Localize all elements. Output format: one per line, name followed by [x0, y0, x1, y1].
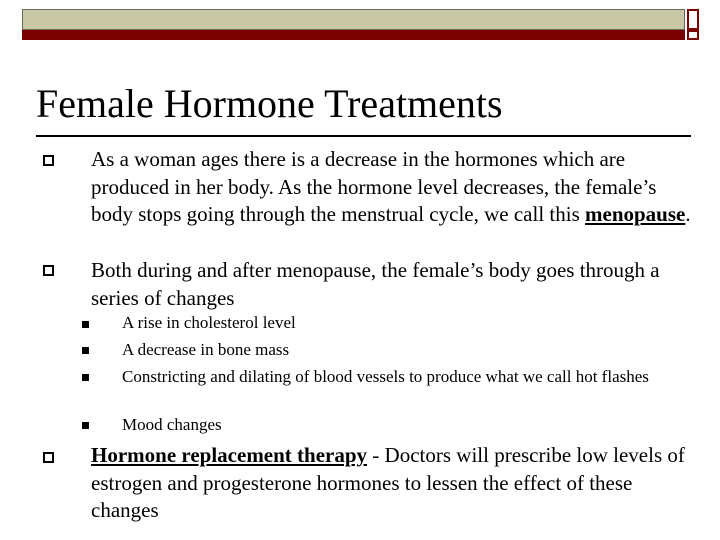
subbullet-cholesterol: A rise in cholesterol level	[122, 313, 296, 332]
subbullet-blood-vessels: Constricting and dilating of blood vessels to produce what we call hot flashes	[122, 367, 649, 386]
top-bar	[22, 9, 685, 30]
filled-square-bullet-icon	[82, 422, 89, 429]
bullet-menopause	[91, 146, 691, 229]
filled-square-bullet-icon	[82, 321, 89, 328]
bullet-hrt	[91, 442, 691, 525]
accent-bar	[22, 30, 685, 40]
bullet-text: - Doctors will prescribe low levels of estrogen and progesterone hormones to lessen the effect of these changes	[91, 443, 685, 522]
term-hormone-replacement-therapy: Hormone replacement therapy	[91, 443, 368, 467]
filled-square-bullet-icon	[82, 347, 89, 354]
subbullet-bone-mass: A decrease in bone mass	[122, 340, 290, 359]
filled-square-bullet-icon	[82, 374, 89, 381]
corner-square-bottom	[687, 30, 699, 40]
bullet-changes: Both during and after menopause, the female’s body goes through a series of changes	[91, 258, 660, 310]
hollow-square-bullet-icon	[43, 155, 54, 166]
hollow-square-bullet-icon	[43, 265, 54, 276]
bullet-text: As a woman ages there is a decrease in the hormones which are produced in her body. As the hormone level decreases, the female’s body stops going through the menstrual cycle, we call this	[91, 147, 657, 226]
slide-title: Female Hormone Treatments	[36, 81, 503, 126]
corner-square-top	[687, 9, 699, 30]
title-underline	[36, 135, 691, 137]
term-menopause: menopause	[585, 202, 686, 226]
hollow-square-bullet-icon	[43, 452, 54, 463]
bullet-suffix: .	[685, 202, 691, 226]
subbullet-mood: Mood changes	[122, 415, 222, 434]
